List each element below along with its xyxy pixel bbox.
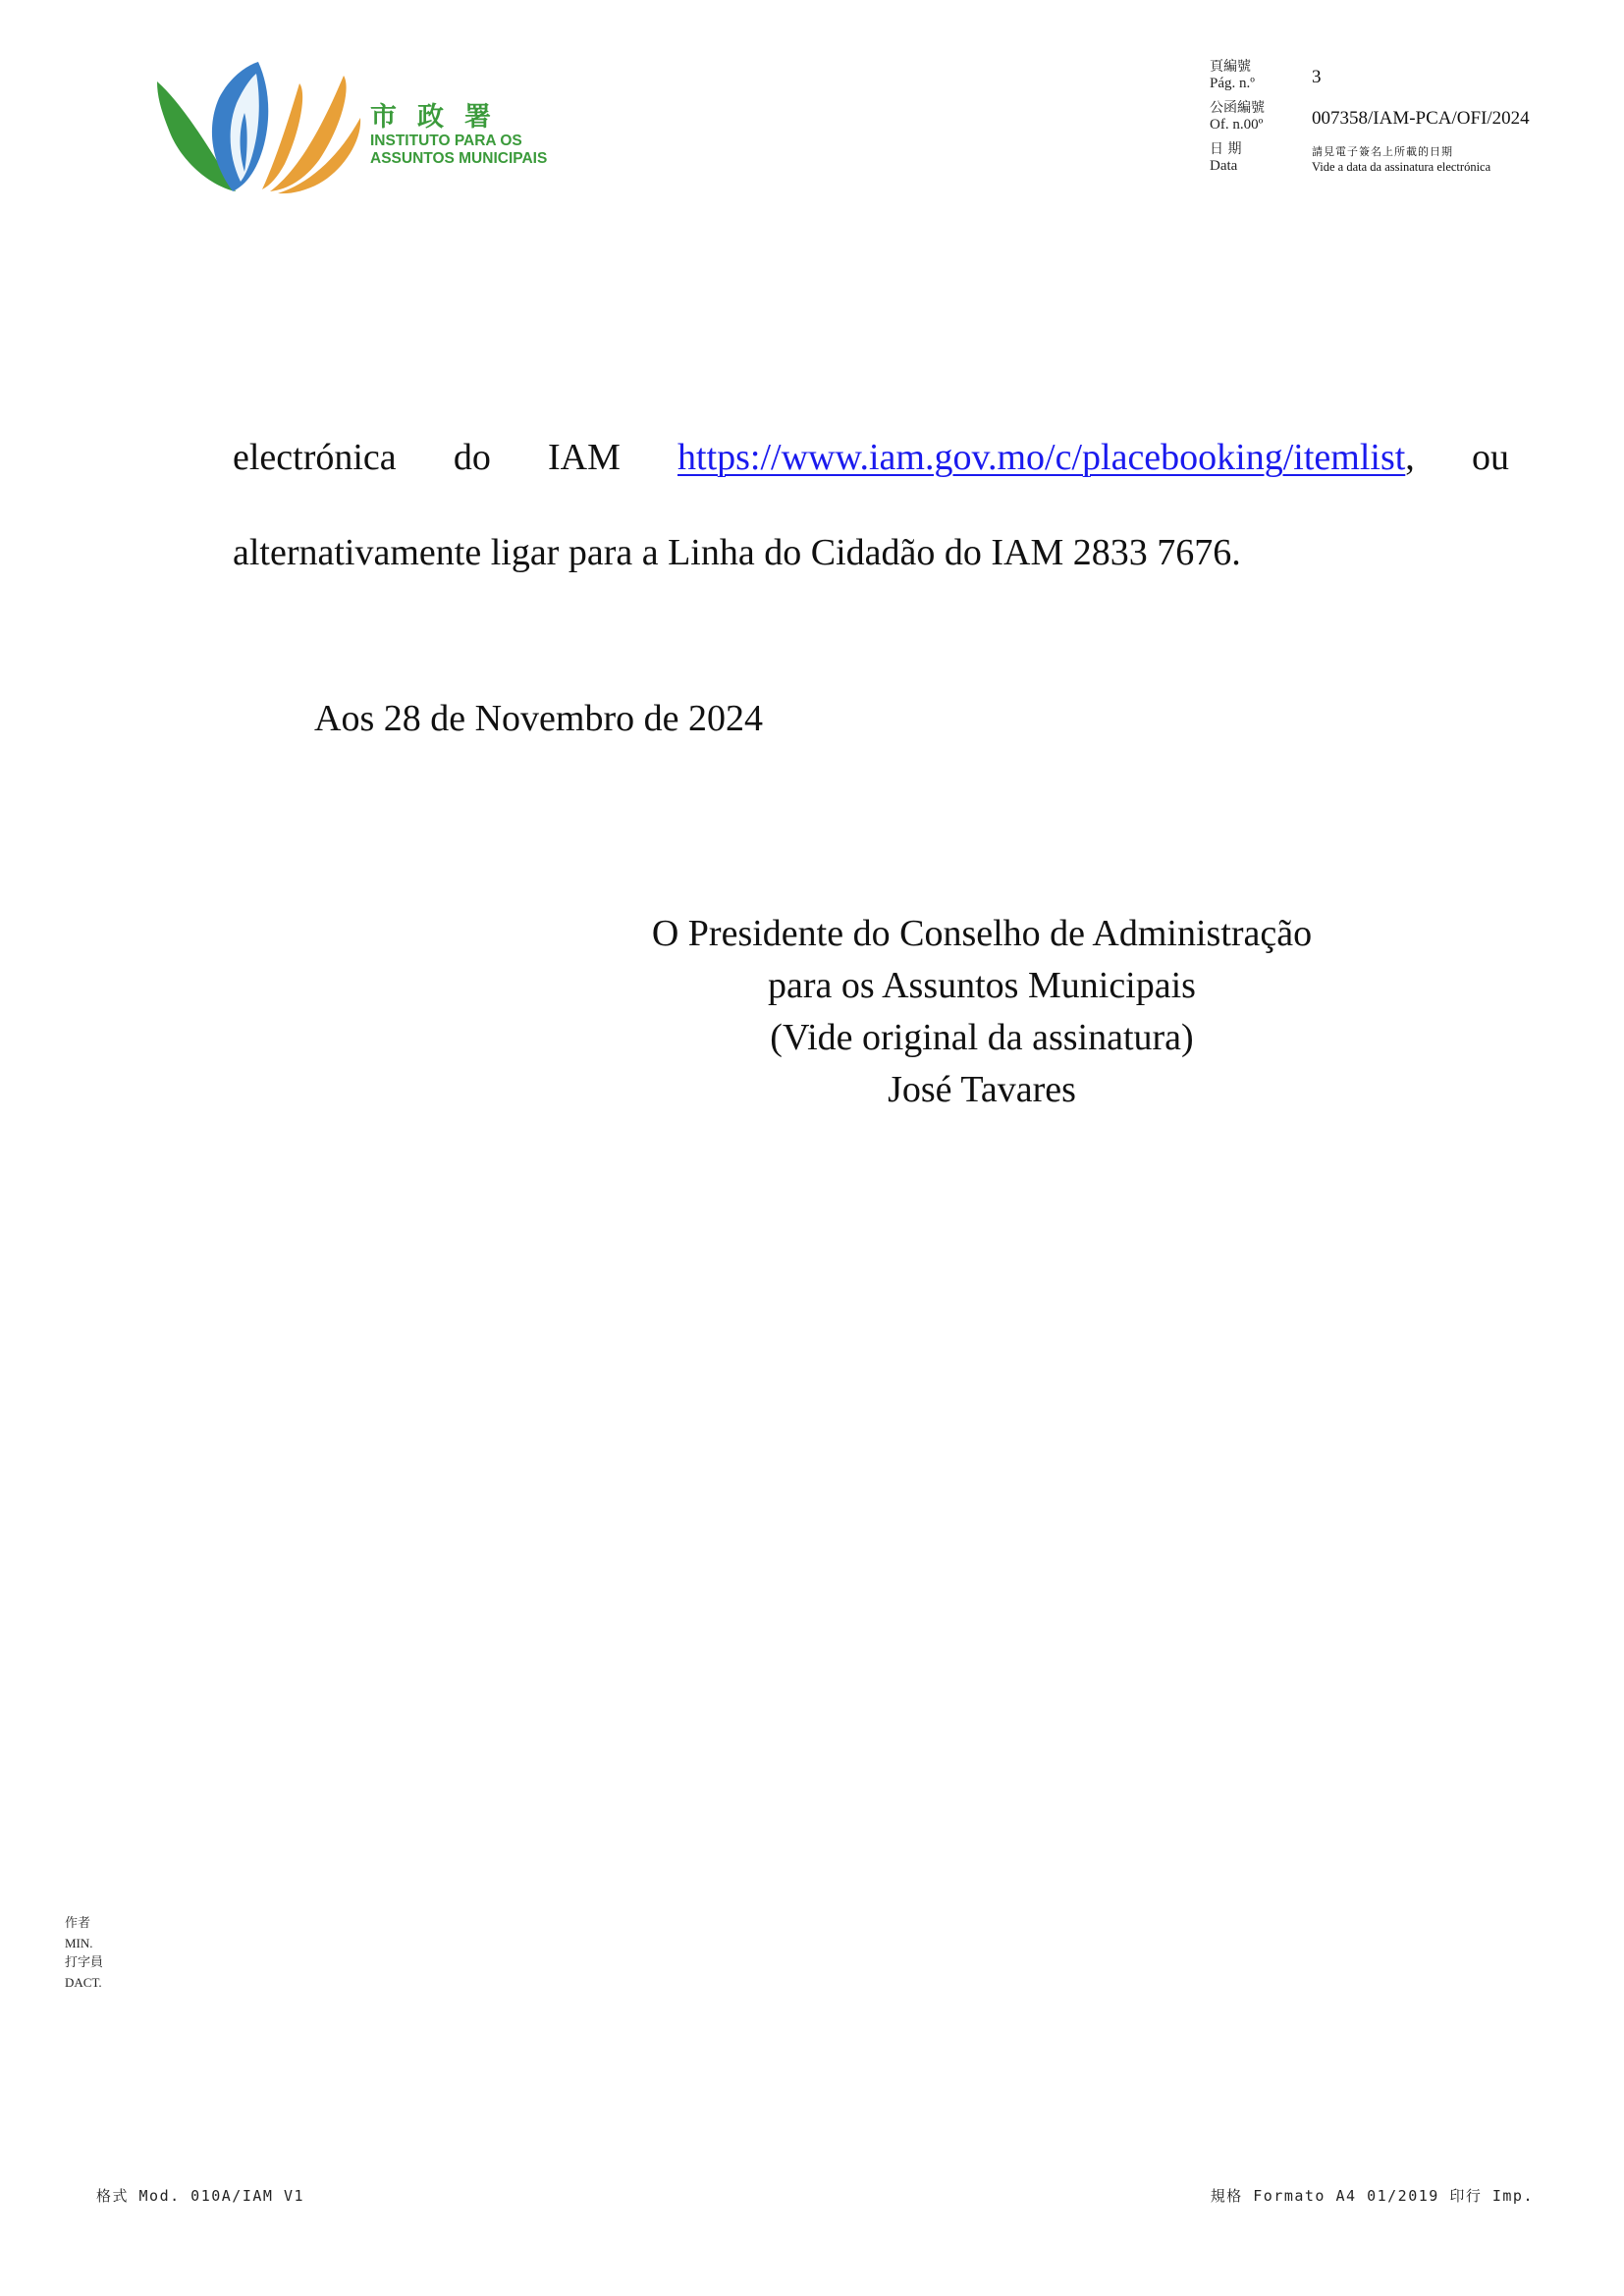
iam-logo	[152, 54, 565, 201]
office-number-value: 007358/IAM-PCA/OFI/2024	[1312, 108, 1530, 129]
office-number-label	[1210, 100, 1265, 133]
body-line-1	[233, 410, 1509, 506]
logo-portuguese-line1: INSTITUTO PARA OS	[370, 133, 522, 149]
footer-format-info: 規格 Formato A4 01/2019 印行 Imp.	[1210, 2187, 1534, 2205]
body-paragraph	[233, 410, 1509, 601]
office-number-label-pt: Of. n.00º	[1210, 117, 1264, 133]
date-label	[1210, 141, 1241, 175]
signature-title: O Presidente do Conselho de Administração	[651, 913, 1313, 954]
date-value-pt: Vide a data da assinatura electrónica	[1312, 160, 1491, 174]
booking-link-wrapper	[677, 410, 1415, 506]
author-block	[65, 1914, 103, 1993]
logo-chinese-text: 市政署	[370, 102, 512, 133]
footer-form-code: 格式 Mod. 010A/IAM V1	[96, 2187, 305, 2205]
office-number-row	[1210, 100, 1602, 141]
letter-date: Aos 28 de Novembro de 2024	[314, 698, 763, 739]
typist-label-zh: 打字員	[65, 1955, 104, 1970]
date-label-pt: Data	[1210, 158, 1238, 174]
signature-department: para os Assuntos Municipais	[768, 965, 1196, 1006]
author-label-pt: MIN.	[65, 1936, 93, 1950]
link-comma: ,	[1405, 437, 1415, 478]
signature-block	[609, 908, 1355, 1116]
date-value-zh: 請見電子簽名上所載的日期	[1312, 145, 1453, 158]
page-number-label-pt: Pág. n.º	[1210, 76, 1255, 91]
body-line-2: alternativamente ligar para a Linha do Cidadão do IAM 2833 7676.	[233, 532, 1241, 573]
body-word-electronica: electrónica	[233, 437, 397, 478]
office-number-label-zh: 公函編號	[1210, 100, 1265, 116]
date-label-zh: 日 期	[1210, 141, 1242, 157]
body-word-do: do	[453, 437, 491, 478]
typist-label-pt: DACT.	[65, 1975, 102, 1990]
page-number-row	[1210, 59, 1602, 100]
body-word-iam: IAM	[547, 437, 621, 478]
reference-block	[1210, 59, 1602, 183]
signature-note: (Vide original da assinatura)	[770, 1017, 1194, 1058]
iam-logo-emblem	[152, 54, 363, 201]
logo-portuguese-line2: ASSUNTOS MUNICIPAIS	[370, 150, 548, 167]
page-number-label-zh: 頁編號	[1210, 59, 1251, 75]
logo-portuguese-text	[370, 133, 547, 168]
date-value	[1312, 144, 1490, 175]
date-row	[1210, 141, 1602, 183]
signatory-name: José Tavares	[888, 1069, 1076, 1110]
booking-link[interactable]: https://www.iam.gov.mo/c/placebooking/itemlist	[677, 437, 1406, 478]
body-word-ou: ou	[1471, 437, 1509, 478]
page-number-label	[1210, 59, 1255, 92]
page-number-value: 3	[1312, 67, 1322, 87]
author-label-zh: 作者	[65, 1916, 91, 1931]
